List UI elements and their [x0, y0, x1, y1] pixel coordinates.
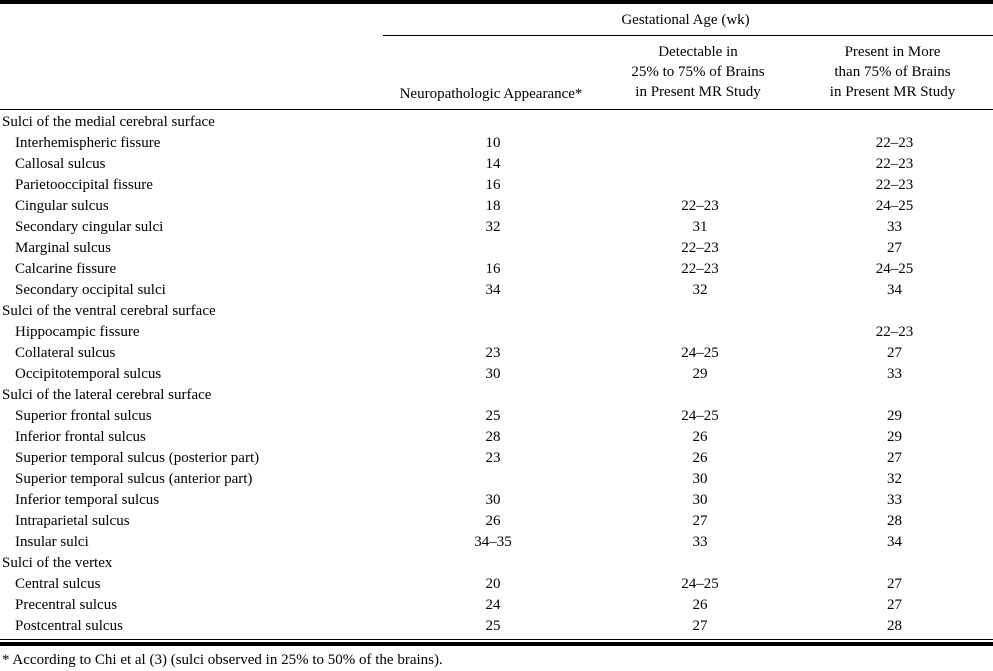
group-row	[0, 385, 993, 406]
col-header-neuropathologic: Neuropathologic Appearance*	[399, 86, 583, 102]
neuropathologic-value: 25	[485, 408, 501, 424]
table-row	[0, 490, 993, 511]
footnote: * According to Chi et al (3) (sulci observed in 25% to 50% of the brains).	[2, 652, 443, 668]
table-bottom-rule-thin	[0, 639, 993, 640]
group-row	[0, 112, 993, 133]
sulcus-name: Precentral sulcus	[15, 597, 118, 613]
neuropathologic-value	[380, 112, 606, 133]
present-value: 24–25	[875, 261, 914, 277]
neuropathologic-value: 26	[485, 513, 501, 529]
table-row	[0, 196, 993, 217]
detectable-value: 33	[692, 534, 708, 550]
col-header-present-line: in Present MR Study	[829, 84, 956, 100]
table-row	[0, 133, 993, 154]
present-value: 29	[887, 408, 902, 424]
sulcus-name: Occipitotemporal sulcus	[15, 366, 162, 382]
present-value: 33	[887, 492, 902, 508]
detectable-value: 24–25	[681, 408, 719, 424]
table-row	[0, 595, 993, 616]
col-header-detectable-line: 25% to 75% of Brains	[631, 64, 765, 80]
present-value: 27	[887, 345, 902, 361]
table-row	[0, 154, 993, 175]
neuropathologic-value: 16	[485, 261, 501, 277]
sulcus-name: Cingular sulcus	[15, 198, 109, 214]
sulcus-name: Callosal sulcus	[15, 156, 106, 172]
table-row	[0, 448, 993, 469]
sulcus-name: Secondary occipital sulci	[15, 282, 166, 298]
present-value: 29	[887, 429, 902, 445]
neuropathologic-value: 30	[485, 492, 501, 508]
present-value: 28	[887, 618, 902, 634]
detectable-value: 27	[692, 513, 708, 529]
neuropathologic-value: 24	[485, 597, 501, 613]
sulcus-name: Secondary cingular sulci	[15, 219, 164, 235]
neuropathologic-value: 14	[485, 156, 501, 172]
table-row	[0, 238, 993, 259]
table-row	[0, 574, 993, 595]
present-value: 22–23	[875, 135, 914, 151]
table-row	[0, 175, 993, 196]
detectable-value	[606, 112, 794, 133]
group-label: Sulci of the ventral cerebral surface	[2, 303, 216, 319]
neuropathologic-value	[380, 553, 606, 574]
table-row	[0, 406, 993, 427]
detectable-value	[606, 154, 794, 175]
sulcus-name: Intraparietal sulcus	[15, 513, 130, 529]
detectable-value	[606, 385, 794, 406]
detectable-value	[606, 322, 794, 343]
table-row	[0, 616, 993, 637]
present-value: 34	[887, 534, 902, 550]
neuropathologic-value: 16	[485, 177, 501, 193]
detectable-value: 24–25	[681, 576, 719, 592]
present-value: 27	[887, 450, 902, 466]
group-row	[0, 553, 993, 574]
sulcus-name: Central sulcus	[15, 576, 101, 592]
detectable-value: 22–23	[681, 261, 719, 277]
detectable-value: 22–23	[681, 240, 719, 256]
detectable-value	[606, 175, 794, 196]
table-row	[0, 217, 993, 238]
present-value: 27	[887, 597, 902, 613]
detectable-value: 31	[692, 219, 708, 235]
header-bottom-rule	[0, 109, 993, 110]
neuropathologic-value: 28	[485, 429, 501, 445]
present-value: 22–23	[875, 156, 914, 172]
sulcus-name: Superior frontal sulcus	[15, 408, 152, 424]
header-span-rule	[383, 35, 993, 36]
neuropathologic-value: 34	[485, 282, 501, 298]
table-top-rule	[0, 0, 993, 4]
present-value: 33	[887, 366, 902, 382]
table-row	[0, 280, 993, 301]
detectable-value: 26	[692, 429, 708, 445]
present-value: 28	[887, 513, 902, 529]
present-value: 22–23	[875, 177, 914, 193]
table-row	[0, 343, 993, 364]
sulcus-name: Interhemispheric fissure	[15, 135, 161, 151]
col-header-present	[792, 42, 993, 102]
detectable-value: 30	[692, 471, 708, 487]
table-bottom-rule-thick	[0, 642, 993, 646]
neuropathologic-value: 23	[485, 450, 501, 466]
detectable-value: 32	[692, 282, 708, 298]
col-header-present-line: Present in More	[844, 44, 941, 60]
detectable-value: 22–23	[681, 198, 719, 214]
sulcus-name: Superior temporal sulcus (posterior part)	[15, 450, 260, 466]
table-row	[0, 532, 993, 553]
detectable-value	[606, 553, 794, 574]
present-value	[794, 385, 993, 406]
present-value: 32	[887, 471, 902, 487]
neuropathologic-value: 18	[485, 198, 501, 214]
present-value	[794, 553, 993, 574]
gestational-age-header: Gestational Age (wk)	[621, 12, 750, 28]
neuropathologic-value	[380, 469, 606, 490]
table-row	[0, 427, 993, 448]
sulcus-name: Postcentral sulcus	[15, 618, 123, 634]
sulcus-name: Hippocampic fissure	[15, 324, 140, 340]
detectable-value: 24–25	[681, 345, 719, 361]
neuropathologic-value: 10	[485, 135, 501, 151]
col-header-detectable-line: Detectable in	[658, 44, 738, 60]
neuropathologic-value: 32	[485, 219, 501, 235]
present-value: 27	[887, 240, 902, 256]
sulcus-name: Calcarine fissure	[15, 261, 117, 277]
detectable-value: 26	[692, 597, 708, 613]
present-value	[794, 112, 993, 133]
detectable-value	[606, 133, 794, 154]
table-row	[0, 364, 993, 385]
group-label: Sulci of the medial cerebral surface	[2, 114, 215, 130]
neuropathologic-value: 25	[485, 618, 501, 634]
group-row	[0, 301, 993, 322]
detectable-value: 30	[692, 492, 708, 508]
detectable-value: 26	[692, 450, 708, 466]
detectable-value	[606, 301, 794, 322]
sulcus-name: Insular sulci	[15, 534, 89, 550]
table-row	[0, 322, 993, 343]
present-value: 27	[887, 576, 902, 592]
table-row	[0, 469, 993, 490]
present-value: 33	[887, 219, 902, 235]
detectable-value: 27	[692, 618, 708, 634]
present-value: 24–25	[875, 198, 914, 214]
neuropathologic-value	[380, 322, 606, 343]
sulcus-name: Marginal sulcus	[15, 240, 111, 256]
neuropathologic-value	[380, 301, 606, 322]
col-header-detectable-line: in Present MR Study	[635, 84, 761, 100]
col-header-detectable	[604, 42, 792, 102]
neuropathologic-value: 30	[485, 366, 501, 382]
col-header-present-line: than 75% of Brains	[834, 64, 951, 80]
group-label: Sulci of the vertex	[2, 555, 113, 571]
sulcus-name: Inferior temporal sulcus	[15, 492, 160, 508]
sulcus-name: Superior temporal sulcus (anterior part)	[15, 471, 253, 487]
present-value: 34	[887, 282, 902, 298]
table-row	[0, 259, 993, 280]
table-row	[0, 511, 993, 532]
detectable-value: 29	[692, 366, 708, 382]
neuropathologic-value	[380, 385, 606, 406]
sulcus-name: Parietooccipital fissure	[15, 177, 153, 193]
sulci-table	[0, 112, 993, 637]
present-value	[794, 301, 993, 322]
group-label: Sulci of the lateral cerebral surface	[2, 387, 212, 403]
sulcus-name: Inferior frontal sulcus	[15, 429, 146, 445]
present-value: 22–23	[875, 324, 914, 340]
neuropathologic-value: 20	[485, 576, 501, 592]
neuropathologic-value: 23	[485, 345, 501, 361]
neuropathologic-value: 34–35	[474, 534, 512, 550]
sulcus-name: Collateral sulcus	[15, 345, 116, 361]
neuropathologic-value	[380, 238, 606, 259]
